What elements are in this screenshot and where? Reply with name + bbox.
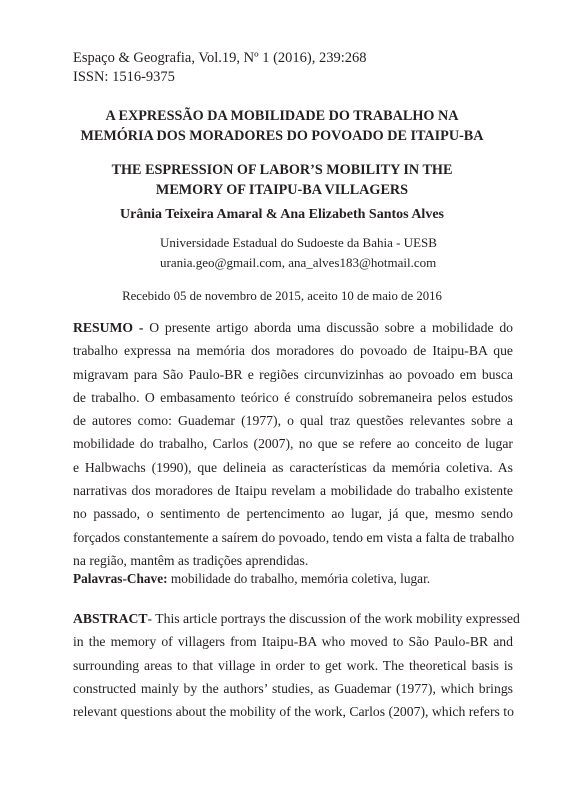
abstract-line: constructed mainly by the authors’ studies, as Guademar (1977), which brings bbox=[73, 680, 513, 696]
abstract-label: ABSTRACT bbox=[73, 611, 148, 626]
title-en-line: THE ESPRESSION OF LABOR’S MOBILITY IN THE bbox=[111, 162, 453, 178]
resumo-line: narrativas dos moradores de Itaipu revelam a mobilidade do trabalho existente bbox=[73, 483, 513, 499]
title-pt-line: MEMÓRIA DOS MORADORES DO POVOADO DE ITAIPU-BA bbox=[80, 128, 484, 144]
resumo-line: trabalho expressa na memória dos moradores do povoado de Itaipu-BA que bbox=[73, 343, 513, 359]
keywords-text: mobilidade do trabalho, memória coletiva, lugar. bbox=[167, 571, 431, 586]
resumo-line: mobilidade do trabalho, Carlos (2007), no que se refere ao conceito de lugar bbox=[73, 436, 513, 452]
resumo-paragraph bbox=[73, 316, 513, 572]
abstract-line: surrounding areas to that village in order to get work. The theoretical basis is bbox=[73, 657, 513, 673]
resumo-label: RESUMO - bbox=[73, 320, 144, 335]
received-accepted-dates: Recebido 05 de novembro de 2015, aceito 10 de maio de 2016 bbox=[122, 289, 442, 303]
resumo-line: na região, mantêm as tradições aprendidas. bbox=[73, 552, 309, 568]
resumo-line: no passado, o sentimento de pertencimento ao lugar, já que, mesmo sendo bbox=[73, 506, 513, 522]
keywords bbox=[73, 571, 430, 587]
title-pt-line: A EXPRESSÃO DA MOBILIDADE DO TRABALHO NA bbox=[105, 108, 459, 124]
resumo-line: forçados constantemente a saírem do povoado, tendo em vista a falta de trabalho bbox=[73, 529, 515, 545]
author-emails: urania.geo@gmail.com, ana_alves183@hotmail.com bbox=[160, 255, 437, 270]
journal-citation: Espaço & Geografia, Vol.19, Nº 1 (2016), 239:268 bbox=[73, 50, 367, 66]
title-en-line: MEMORY OF ITAIPU-BA VILLAGERS bbox=[155, 182, 409, 198]
resumo-line: de autores como: Guademar (1977), o qual traz questões relevantes sobre a bbox=[73, 413, 513, 429]
abstract-line: relevant questions about the mobility of the work, Carlos (2007), which refers to bbox=[73, 704, 514, 720]
affiliation: Universidade Estadual do Sudoeste da Bahia - UESB bbox=[160, 235, 437, 250]
abstract-line: in the memory of villagers from Itaipu-BA who moved to São Paulo-BR and bbox=[73, 634, 513, 650]
resumo-line: e Halbwachs (1990), que delineia as características da memória coletiva. As bbox=[73, 459, 513, 475]
abstract-line: ABSTRACT- This article portrays the discussion of the work mobility expressed bbox=[73, 611, 520, 626]
affiliation-block bbox=[160, 233, 437, 273]
keywords-label: Palavras-Chave: bbox=[73, 571, 168, 586]
journal-header bbox=[73, 49, 367, 87]
journal-issn: ISSN: 1516-9375 bbox=[73, 69, 175, 85]
resumo-line: RESUMO - O presente artigo aborda uma discussão sobre a mobilidade do bbox=[73, 320, 514, 335]
abstract-paragraph bbox=[73, 607, 520, 723]
authors: Urânia Teixeira Amaral & Ana Elizabeth Santos Alves bbox=[120, 207, 444, 222]
resumo-line: de trabalho. O embasamento teórico é construído sobremaneira pelos estudos bbox=[73, 389, 513, 405]
title-portuguese bbox=[60, 106, 504, 146]
resumo-line: migravam para São Paulo-BR e regiões circunvizinhas ao povoado em busca bbox=[73, 366, 513, 382]
title-english bbox=[60, 160, 504, 200]
